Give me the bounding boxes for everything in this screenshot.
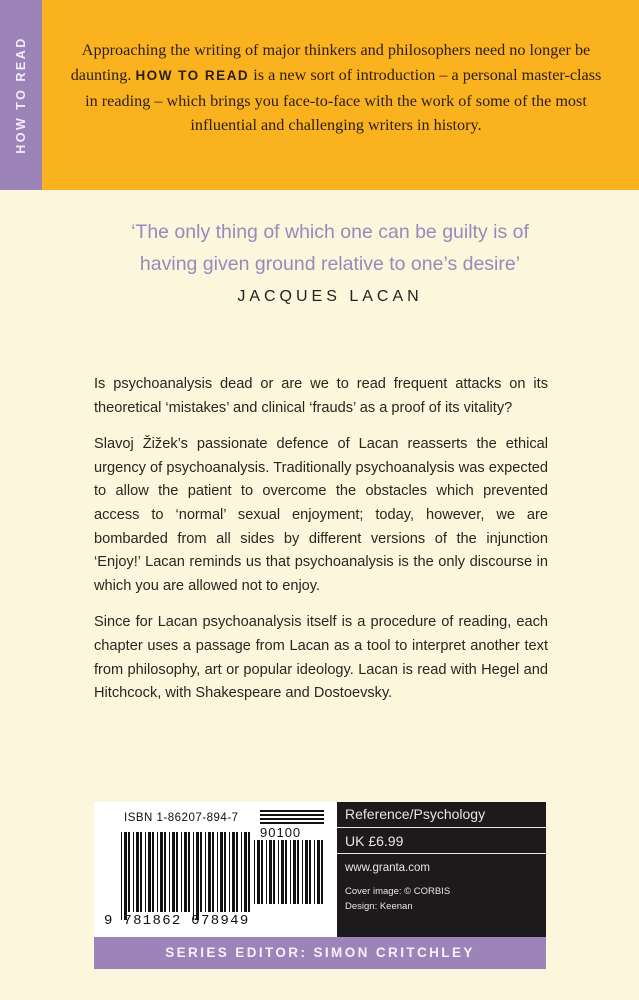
cover-credit: Cover image: © CORBIS: [345, 886, 451, 897]
barcode-bar: [236, 832, 238, 912]
barcode-bar: [200, 832, 202, 912]
barcode-bar: [290, 840, 291, 904]
category-label: Reference/Psychology: [337, 802, 546, 828]
barcode-bar: [254, 840, 255, 904]
barcode-bar: [188, 832, 190, 912]
barcode-bar: [285, 840, 287, 904]
barcode-bar: [140, 832, 142, 912]
barcode-bar: [314, 840, 315, 904]
quote-line-1: ‘The only thing of which one can be guilty is of: [131, 221, 529, 243]
barcode-bar: [184, 832, 187, 912]
barcode-bar: [124, 832, 127, 920]
barcode-bar: [257, 840, 260, 904]
spine-strip: [0, 0, 42, 190]
barcode-bar: [157, 832, 158, 912]
intro-text-before: Approaching the writing of major thinkers and philosophers need no longer be daunting.: [70, 41, 591, 84]
barcode-bar: [193, 832, 194, 920]
isbn-label: ISBN 1-86207-894-7: [124, 812, 239, 824]
barcode-bar: [244, 832, 247, 912]
ean-barcode: [121, 832, 251, 920]
barcode-bar: [145, 832, 146, 912]
barcode-bar: [273, 840, 275, 904]
barcode-bar: [241, 832, 242, 912]
barcode-bar: [224, 832, 226, 912]
epigraph-quote: [40, 216, 620, 280]
barcode-bar: [261, 840, 263, 904]
barcode-bar: [266, 840, 267, 904]
barcode-bar: [281, 840, 284, 904]
design-credit: Design: Keenan: [345, 901, 413, 912]
barcode-bar: [248, 832, 250, 912]
price-label: UK £6.99: [337, 828, 546, 854]
barcode-bar: [317, 840, 320, 904]
barcode-bar: [148, 832, 151, 912]
description-paragraph-2: Slavoj Žižek’s passionate defence of Lacan reasserts the ethical urgency of psychoanalysis. Traditionally psychoanalysis was expected to allow the patient to overcome the obstacles which prevented access to ‘normal’ sexual enjoyment; today, however, we are bombarded from all sides by different versions of the injunction ‘Enjoy!’ Lacan reminds us that psychoanalysis is the only discourse in which you are allowed not to enjoy.: [94, 436, 548, 594]
barcode-bar: [205, 832, 206, 912]
info-panel: [337, 802, 546, 937]
barcode-bar: [136, 832, 139, 912]
barcode-bar: [160, 832, 163, 912]
quote-author: JACQUES LACAN: [237, 288, 423, 305]
intro-blurb: [64, 38, 608, 138]
series-brand: HOW TO READ: [135, 67, 250, 83]
barcode-bar: [169, 832, 170, 912]
barcode-bar: [208, 832, 211, 912]
barcode-bar: [297, 840, 299, 904]
spine-label: HOW TO READ: [14, 36, 28, 154]
barcode-bar: [232, 832, 235, 912]
barcode-panel: [94, 802, 337, 937]
barcode-bar: [220, 832, 223, 912]
barcode-bar: [196, 832, 199, 920]
barcode-bar: [133, 832, 134, 912]
barcode-bar: [302, 840, 303, 904]
barcode-bar: [212, 832, 214, 912]
barcode-bar: [269, 840, 272, 904]
barcode-bar: [152, 832, 154, 912]
series-editor-bar: SERIES EDITOR: SIMON CRITCHLEY: [94, 937, 546, 969]
price-code: 90100: [260, 825, 302, 840]
isbn-digits: 9 781862 078949: [104, 913, 250, 929]
description-paragraph-1: Is psychoanalysis dead or are we to read frequent attacks on its theoretical ‘mistakes’ and clinical ‘frauds’ as a proof of its vitality?: [94, 376, 548, 416]
publisher-website: www.granta.com: [345, 862, 431, 874]
barcode-bar: [181, 832, 182, 912]
addon-barcode: [254, 840, 324, 912]
barcode-bar: [278, 840, 279, 904]
barcode-bar: [164, 832, 166, 912]
barcode-bar: [121, 832, 122, 920]
barcode-bar: [176, 832, 178, 912]
barcode-bar: [217, 832, 218, 912]
description-paragraph-3: Since for Lacan psychoanalysis itself is a procedure of reading, each chapter uses a passage from Lacan as a tool to interpret another text from philosophy, art or popular ideology. Lacan is read with Hegel and Hitchcock, with Shakespeare and Dostoevsky.: [94, 614, 548, 702]
barcode-bar: [309, 840, 311, 904]
addon-guard-lines: [260, 810, 324, 824]
barcode-bar: [305, 840, 308, 904]
description-body: [94, 373, 548, 719]
barcode-bar: [229, 832, 230, 912]
barcode-bar: [172, 832, 175, 912]
barcode-bar: [321, 840, 323, 904]
quote-line-2: having given ground relative to one’s desire’: [139, 253, 521, 275]
intro-text-after: is a new sort of introduction – a personal master-class in reading – which brings you face-to-face with the work of some of the most influential and challenging writers in history.: [85, 65, 602, 135]
barcode-bar: [293, 840, 296, 904]
barcode-bar: [128, 832, 130, 912]
